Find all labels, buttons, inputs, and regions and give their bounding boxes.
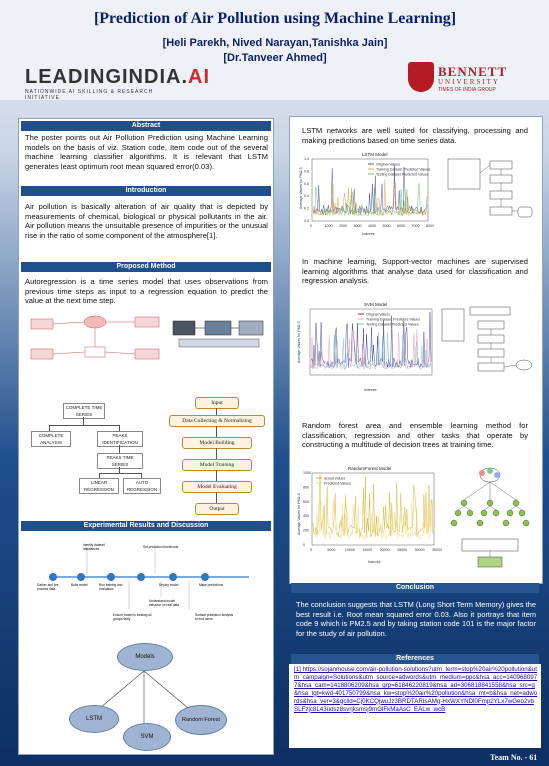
team-number: Team No. - 61 bbox=[490, 753, 538, 762]
random-forest-description: Random forest area and ensemble learning method for classification, regression and other tasks that operate by constructing a multitude of decision trees at training time. bbox=[302, 421, 528, 450]
rf-legend-1: Predicted Values bbox=[324, 481, 351, 486]
lstm-xticks-tick: 3000 bbox=[353, 224, 362, 228]
lstm-architecture-diagram bbox=[440, 155, 536, 233]
random-forest-diagram bbox=[442, 461, 536, 573]
timeline-label: Build model bbox=[71, 583, 88, 587]
rf-yticks-tick: 200 bbox=[303, 528, 309, 533]
lstm-yticks-tick: 1.0 bbox=[304, 157, 309, 161]
lstm-chart bbox=[298, 149, 434, 239]
model-architecture-diagram bbox=[169, 315, 267, 353]
poster-header bbox=[0, 0, 549, 100]
lstm-yticks bbox=[304, 157, 309, 223]
lstm-legend-0: Original Values bbox=[376, 162, 401, 167]
timeline-label: Run training and evaluation bbox=[99, 583, 123, 591]
rf-yticks-tick: 600 bbox=[303, 499, 309, 504]
svm-architecture-diagram bbox=[440, 301, 536, 381]
tree-linear-regression: LINEAR REGRESSION bbox=[79, 478, 119, 494]
lstm-yticks-tick: 0.8 bbox=[304, 169, 309, 174]
timeline-label: Gather and pre-process data bbox=[37, 583, 60, 591]
tree-connector bbox=[99, 473, 141, 474]
lstm-xticks-tick: 4000 bbox=[368, 224, 376, 228]
tree-peaks-identification: PEAKS IDENTIFICATION bbox=[97, 431, 143, 447]
pipeline-model-evaluating: Model Evaluating bbox=[182, 481, 252, 493]
timeline-label: Set prediction thresholds bbox=[143, 545, 179, 549]
bennett-name: BENNETT bbox=[438, 64, 508, 79]
pipeline-arrow bbox=[216, 492, 217, 503]
proposed-method-heading: Proposed Method bbox=[21, 262, 271, 272]
model-svm-node: SVM bbox=[123, 723, 171, 751]
left-column bbox=[18, 118, 274, 755]
introduction-heading: Introduction bbox=[21, 186, 271, 196]
rf-legend-0: actual Values bbox=[324, 476, 346, 481]
lstm-xticks-tick: 2000 bbox=[339, 224, 347, 228]
leadingindia-logo bbox=[25, 66, 210, 101]
shield-icon bbox=[408, 62, 434, 92]
lstm-yticks-tick: 0.6 bbox=[304, 181, 309, 186]
svm-chart bbox=[296, 299, 438, 395]
timeline-label: Identify dataset imbalances bbox=[83, 543, 105, 551]
poster-supervisor: [Dr.Tanveer Ahmed] bbox=[223, 52, 327, 64]
rf-chart-title: RandomForest Model bbox=[348, 466, 392, 471]
rf-xticks-tick: 15000 bbox=[362, 548, 373, 552]
tree-auto-regression: AUTO REGRESSION bbox=[123, 478, 161, 494]
logo-word: LEADINGINDIA. bbox=[25, 66, 188, 88]
model-random-forest-node: Random Forest bbox=[175, 705, 227, 735]
pipeline-arrow bbox=[216, 426, 217, 437]
pipeline-data-collecting: Data Collecting & Normalizing bbox=[169, 415, 265, 427]
rf-ylabel: Average Values for PM2.5 bbox=[297, 493, 301, 535]
tree-complete-analysis: COMPLETE ANALYSIS bbox=[31, 431, 71, 447]
lstm-yticks-tick: 0.4 bbox=[304, 194, 309, 199]
conclusion-text: The conclusion suggests that LSTM (Long Short Term Memory) gives the best result i.e. Root mean squared error 0.03. Also it portrays that item code 9 which is PM2.5 and by taking station code 101 is the major factor for the study of air pollution. bbox=[296, 600, 536, 638]
rf-yticks-tick: 0 bbox=[303, 543, 305, 547]
lstm-chart-title: LSTM Model bbox=[362, 152, 388, 157]
svm-xlabel: Indexes bbox=[364, 388, 377, 392]
timeline-label: Make predictions bbox=[199, 583, 224, 587]
timeline-label: Surface prediction analysis to end users bbox=[195, 613, 234, 621]
proposed-method-text: Autoregression is a time series model that uses observations from previous time steps as input to a regression equation to predict the value at the next time step. bbox=[25, 277, 268, 306]
pipeline-output: Output bbox=[195, 503, 239, 515]
lstm-legend-2: Testing Dataset Predicted Values bbox=[376, 172, 429, 177]
rf-yticks-tick: 1000 bbox=[303, 471, 311, 475]
lstm-ylabel: Average Values for PM2.5 bbox=[299, 167, 303, 209]
logo-tagline: NATIONWIDE AI SKILLING & RESEARCH INITIATIVE bbox=[25, 89, 154, 101]
models-center-node: Models bbox=[117, 643, 173, 671]
poster-authors: [Heli Parekh, Nived Narayan,Tanishka Jain] bbox=[162, 37, 388, 49]
rf-yticks-tick: 400 bbox=[303, 514, 309, 519]
timeline-label: Understand model behavior on real data bbox=[149, 599, 179, 607]
pipeline-arrow bbox=[216, 408, 217, 415]
experimental-heading: Experimental Results and Discussion bbox=[21, 521, 271, 531]
svm-ylabel: Average Values for PM2.5 bbox=[297, 321, 301, 363]
model-lstm-node: LSTM bbox=[69, 705, 119, 733]
rf-xticks-tick: 5000 bbox=[327, 548, 336, 552]
pipeline-arrow bbox=[216, 448, 217, 459]
random-forest-chart bbox=[296, 463, 440, 571]
lstm-xticks-tick: 8000 bbox=[426, 224, 434, 228]
bennett-group: TIMES OF INDIA GROUP bbox=[438, 87, 496, 93]
tree-connector bbox=[119, 445, 120, 453]
rf-xticks-tick: 0 bbox=[310, 548, 312, 552]
reference-link[interactable]: [1] https://sojanmouse.com/air-pollution-solutions?utm_term=stop%20air%20pollution&utm_campaign=Solutions&utm_source=adwords&utm_medium=ppc&hsa_acc=1409680977&hsa_cam=1418806209&hsa_grp=61846220819&hsa_ad=306818841558&hsa_src=g&hsa_tgt=kwd-401750799&hsa_kw=stop%20air%20pollution&hsa_mt=b&hsa_net=adwords&hsa_ver=3&gclid=Cj0KCQjwuJz3BRDTARIsAMg-HxWXYNDl0Fmp2YLx7wGeo2vbSLFzjc8L43udsz8svrjksmsj9mGlFkMaAsC_EALw_wcB bbox=[294, 666, 538, 713]
rf-xticks-tick: 10000 bbox=[344, 548, 355, 552]
tree-connector bbox=[83, 417, 84, 425]
lstm-xticks-tick: 7000 bbox=[411, 224, 420, 228]
svm-legend-0: Original Values bbox=[366, 312, 391, 317]
lstm-xticks-tick: 1000 bbox=[324, 224, 333, 228]
rf-xticks bbox=[310, 548, 442, 552]
tree-connector bbox=[49, 425, 119, 426]
svm-chart-title: SVM Model bbox=[364, 302, 388, 307]
lstm-legend-1: Training Dataset Predicted Values bbox=[376, 167, 431, 172]
lstm-xticks-tick: 5000 bbox=[382, 224, 391, 228]
rf-xticks-tick: 25000 bbox=[397, 548, 408, 552]
autoregression-flow-diagram bbox=[25, 309, 165, 371]
pipeline-model-building: Model Building bbox=[182, 437, 252, 449]
timeline-label: Ensure model is treating all groups fairly bbox=[113, 613, 152, 621]
tree-root: COMPLETE TIME SERIES bbox=[63, 403, 105, 419]
lstm-xticks bbox=[310, 224, 434, 228]
lstm-description: LSTM networks are well suited for classifying, processing and making predictions based on time series data. bbox=[302, 126, 528, 145]
svm-legend-2: Testing Dataset Predicted Values bbox=[366, 322, 419, 327]
rf-yticks bbox=[303, 471, 311, 547]
references-heading: References bbox=[291, 654, 539, 664]
lstm-yticks-tick: 0.0 bbox=[304, 219, 309, 223]
rf-xticks-tick: 20000 bbox=[379, 548, 390, 552]
lstm-xlabel: Indexes bbox=[362, 232, 375, 236]
lstm-xticks-tick: 6000 bbox=[397, 224, 405, 228]
pipeline-model-training: Model Training bbox=[182, 459, 252, 471]
rf-yticks-tick: 800 bbox=[303, 485, 309, 490]
rf-xlabel: Indexes bbox=[368, 560, 381, 564]
rf-xticks-tick: 30000 bbox=[414, 548, 425, 552]
pipeline-input: Input bbox=[195, 397, 239, 409]
abstract-text: The poster points out Air Pollution Prediction using Machine Learning models on the basis of viz. Station code, Item code out of the several machine learning classifier algorithms. It is relevant that LSTM generates least optimum root mean squared error(0.03). bbox=[25, 133, 268, 171]
conclusion-heading: Conclusion bbox=[291, 583, 539, 593]
right-column bbox=[289, 116, 543, 584]
svm-description: In machine learning, Support-vector machines are supervised learning algorithms that analyse data used for classification and regression analysis. bbox=[302, 257, 528, 286]
svm-legend-1: Training Dataset Predicted Values bbox=[366, 317, 421, 322]
bennett-logo bbox=[408, 62, 536, 96]
lstm-yticks-tick: 0.2 bbox=[304, 206, 309, 211]
tree-peaks-time-series: PEAKS TIME SERIES bbox=[97, 453, 143, 469]
logo-ai: AI bbox=[188, 66, 210, 88]
rf-xticks-tick: 35000 bbox=[432, 548, 442, 552]
timeline-label: Deploy model bbox=[159, 583, 179, 587]
abstract-heading: Abstract bbox=[21, 121, 271, 131]
poster-title: [Prediction of Air Pollution using Machine Learning] bbox=[93, 10, 457, 27]
lstm-xticks-tick: 0 bbox=[310, 224, 312, 228]
bennett-sub: UNIVERSITY bbox=[438, 78, 500, 86]
introduction-text: Air pollution is basically alteration of air quality that is depicted by measurements of chemical, biological or physical pollutants in the air. Air pollution means the unsuitable presence of impurities or the unusual rise in the ratio of some component of the atmosphere[1]. bbox=[25, 202, 268, 240]
pipeline-arrow bbox=[216, 470, 217, 481]
